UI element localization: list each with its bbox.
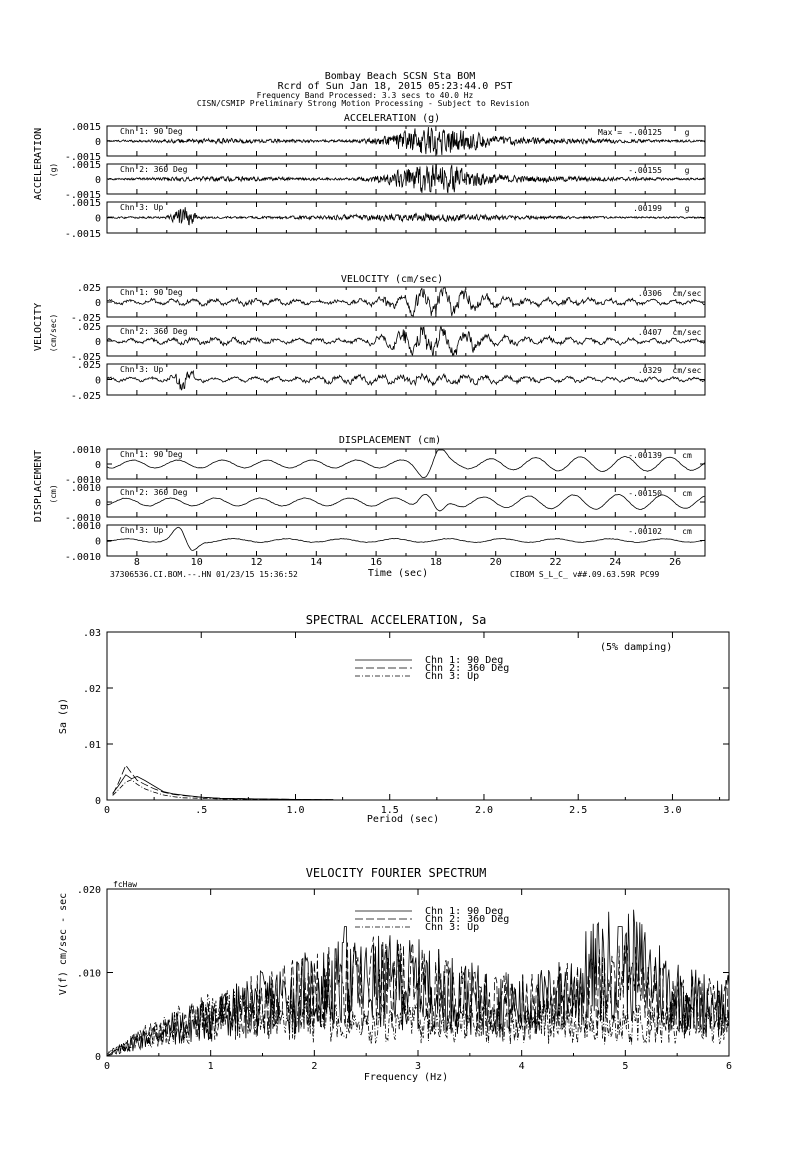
channel-1-plot — [71, 283, 705, 324]
y-tick-label: -.025 — [70, 352, 101, 363]
channel-3-plot — [65, 198, 705, 240]
channel-1-plot — [65, 445, 705, 486]
channel-label: Chn 1: 90 Deg — [120, 288, 183, 297]
waveform-trace — [107, 371, 705, 390]
y-tick-label: 0 — [94, 796, 101, 807]
x-tick-label: 0 — [103, 805, 111, 816]
peak-unit: g — [684, 166, 690, 175]
y-tick-label: .020 — [76, 885, 101, 896]
peak-unit: g — [684, 128, 690, 137]
y-tick-label: -.025 — [70, 313, 101, 324]
time-tick-label: 16 — [370, 557, 383, 568]
velocity-panel — [71, 283, 705, 402]
sa-series-3 — [113, 780, 334, 800]
x-tick-label: 4 — [518, 1061, 525, 1072]
x-tick-label: 2.0 — [474, 805, 494, 816]
displacement-title: DISPLACEMENT (cm) — [338, 435, 442, 446]
y-tick-label: -.0010 — [64, 513, 101, 524]
channel-label: Chn 2: 360 Deg — [120, 165, 188, 174]
y-tick-label: .0010 — [70, 483, 101, 494]
legend-label: Chn 1: 90 Deg — [425, 906, 504, 917]
y-tick-label: .0010 — [70, 445, 101, 456]
x-tick-label: 1.5 — [380, 805, 399, 816]
record-time: Rcrd of Sun Jan 18, 2015 05:23:44.0 PST — [277, 81, 513, 92]
plot-frame — [107, 632, 729, 800]
frequency-band: Frequency Band Processed: 3.3 secs to 40.0 Hz — [256, 91, 474, 100]
peak-unit: cm — [682, 451, 692, 460]
y-tick-label: 0 — [94, 213, 101, 225]
y-tick-label: .0010 — [70, 521, 101, 532]
y-tick-label: .03 — [82, 628, 101, 639]
peak-value: .0306 — [637, 289, 662, 298]
sa-xlabel: Period (sec) — [366, 814, 440, 825]
processing-note: CISN/CSMIP Preliminary Strong Motion Processing - Subject to Revision — [196, 99, 530, 108]
peak-value: -.00155 — [628, 166, 662, 175]
peak-value: -.00150 — [628, 489, 662, 498]
peak-unit: cm — [682, 489, 692, 498]
channel-3-plot — [71, 360, 705, 402]
displacement-panel — [65, 445, 705, 563]
max-label: Max = — [598, 128, 623, 137]
sa-ylabel: Sa (g) — [58, 697, 69, 735]
waveform-trace — [107, 327, 705, 355]
fourier-spectrum-plot — [77, 885, 732, 1072]
waveform-trace — [107, 207, 705, 225]
time-tick-label: 14 — [310, 557, 323, 568]
channel-label: Chn 2: 360 Deg — [120, 327, 188, 336]
channel-label: Chn 3: Up — [120, 526, 164, 535]
acceleration-yunit: (g) — [49, 162, 58, 178]
acceleration-title: ACCELERATION (g) — [343, 113, 441, 124]
peak-unit: cm/sec — [672, 328, 702, 337]
x-tick-label: 2.5 — [569, 805, 588, 816]
station-title: Bombay Beach SCSN Sta BOM — [324, 71, 476, 82]
peak-unit: cm/sec — [672, 289, 702, 298]
y-tick-label: 0 — [94, 498, 101, 509]
x-tick-label: 1.0 — [286, 805, 305, 816]
fourier-title: VELOCITY FOURIER SPECTRUM — [305, 866, 487, 880]
time-tick-label: 26 — [669, 557, 682, 568]
x-tick-label: 3.0 — [663, 805, 682, 816]
plot-frame — [107, 889, 729, 1056]
x-tick-label: 5 — [622, 1061, 629, 1072]
time-tick-label: 24 — [609, 557, 622, 568]
footer-right: CIBOM S_L_C_ v##.09.63.59R PC99 — [510, 570, 660, 579]
y-tick-label: 0 — [94, 175, 101, 186]
acceleration-ylabel: ACCELERATION — [33, 127, 44, 201]
y-tick-label: .01 — [82, 740, 101, 751]
waveform-trace — [107, 288, 705, 316]
waveform-trace — [107, 165, 705, 193]
fourier-corner-label: fcHaw — [113, 880, 138, 889]
y-tick-label: -.0010 — [64, 475, 101, 486]
channel-label: Chn 3: Up — [120, 365, 164, 374]
peak-unit: cm — [682, 527, 692, 536]
footer-left: 37306536.CI.BOM.--.HN 01/23/15 15:36:52 — [110, 570, 298, 579]
time-tick-label: 22 — [549, 557, 562, 568]
peak-value: -.00102 — [628, 527, 662, 536]
x-tick-label: 2 — [311, 1061, 318, 1072]
peak-value: .0407 — [637, 328, 662, 337]
y-tick-label: 0 — [94, 137, 101, 148]
fourier-xlabel: Frequency (Hz) — [363, 1072, 449, 1083]
peak-value: .00199 — [633, 204, 662, 213]
plot-elements — [65, 122, 732, 1072]
peak-value: -.00139 — [628, 451, 662, 460]
y-tick-label: 0 — [94, 536, 101, 548]
waveform-trace — [107, 527, 705, 550]
waveform-trace — [107, 450, 705, 478]
time-tick-label: 12 — [250, 557, 263, 568]
peak-unit: cm/sec — [672, 366, 702, 375]
legend-label: Chn 1: 90 Deg — [425, 655, 504, 666]
sa-title: SPECTRAL ACCELERATION, Sa — [305, 613, 487, 627]
channel-2-plot — [65, 160, 705, 201]
channel-1-plot — [65, 122, 705, 163]
velocity-title: VELOCITY (cm/sec) — [340, 274, 444, 285]
channel-2-plot — [71, 322, 705, 363]
channel-2-plot — [65, 483, 705, 524]
y-tick-label: .025 — [76, 360, 101, 371]
y-tick-label: .02 — [82, 684, 101, 695]
y-tick-label: 0 — [94, 375, 101, 387]
time-tick-label: 20 — [489, 557, 502, 568]
x-tick-label: 1 — [207, 1061, 214, 1072]
channel-label: Chn 2: 360 Deg — [120, 488, 188, 497]
spectral-acceleration-plot — [83, 628, 729, 816]
fourier-ylabel: V(f) cm/sec - sec — [58, 892, 69, 996]
y-tick-label: .025 — [76, 283, 101, 294]
y-tick-label: -.025 — [70, 391, 101, 402]
time-tick-label: 10 — [190, 557, 203, 568]
x-tick-label: 3 — [414, 1061, 422, 1072]
channel-label: Chn 1: 90 Deg — [120, 127, 183, 136]
time-tick-label: 8 — [133, 557, 140, 568]
y-tick-label: .0015 — [70, 160, 101, 171]
time-axis-label: Time (sec) — [367, 568, 429, 579]
y-tick-label: -.0015 — [64, 229, 101, 240]
peak-value: -.00125 — [628, 128, 662, 137]
acceleration-panel — [65, 122, 705, 240]
legend-label: Chn 2: 360 Deg — [425, 663, 510, 674]
y-tick-label: .0015 — [70, 122, 101, 133]
legend-label: Chn 3: Up — [425, 671, 480, 682]
x-tick-label: 6 — [725, 1061, 733, 1072]
channel-label: Chn 1: 90 Deg — [120, 450, 183, 459]
y-tick-label: -.0015 — [64, 152, 101, 163]
velocity-yunit: (cm/sec) — [49, 313, 58, 353]
y-tick-label: -.0010 — [64, 552, 101, 563]
sa-series-2 — [113, 765, 334, 799]
sa-series-1 — [113, 775, 334, 800]
y-tick-label: 0 — [94, 298, 101, 309]
displacement-ylabel: DISPLACEMENT — [33, 449, 44, 523]
y-tick-label: .0015 — [70, 198, 101, 209]
x-tick-label: .5 — [195, 805, 208, 816]
y-tick-label: 0 — [94, 1052, 101, 1063]
y-tick-label: -.0015 — [64, 190, 101, 201]
legend-label: Chn 3: Up — [425, 922, 480, 933]
x-tick-label: 0 — [103, 1061, 111, 1072]
sa-damping: (5% damping) — [600, 642, 673, 653]
peak-unit: g — [684, 204, 690, 213]
peak-value: .0329 — [637, 366, 662, 375]
velocity-ylabel: VELOCITY — [33, 302, 44, 352]
waveform-trace — [107, 494, 705, 511]
y-tick-label: .025 — [76, 322, 101, 333]
y-tick-label: 0 — [94, 337, 101, 348]
y-tick-label: 0 — [94, 460, 101, 471]
y-tick-label: .010 — [76, 968, 101, 980]
legend-label: Chn 2: 360 Deg — [425, 914, 510, 925]
channel-label: Chn 3: Up — [120, 203, 164, 212]
time-tick-label: 18 — [429, 557, 442, 568]
displacement-yunit: (cm) — [49, 484, 58, 504]
